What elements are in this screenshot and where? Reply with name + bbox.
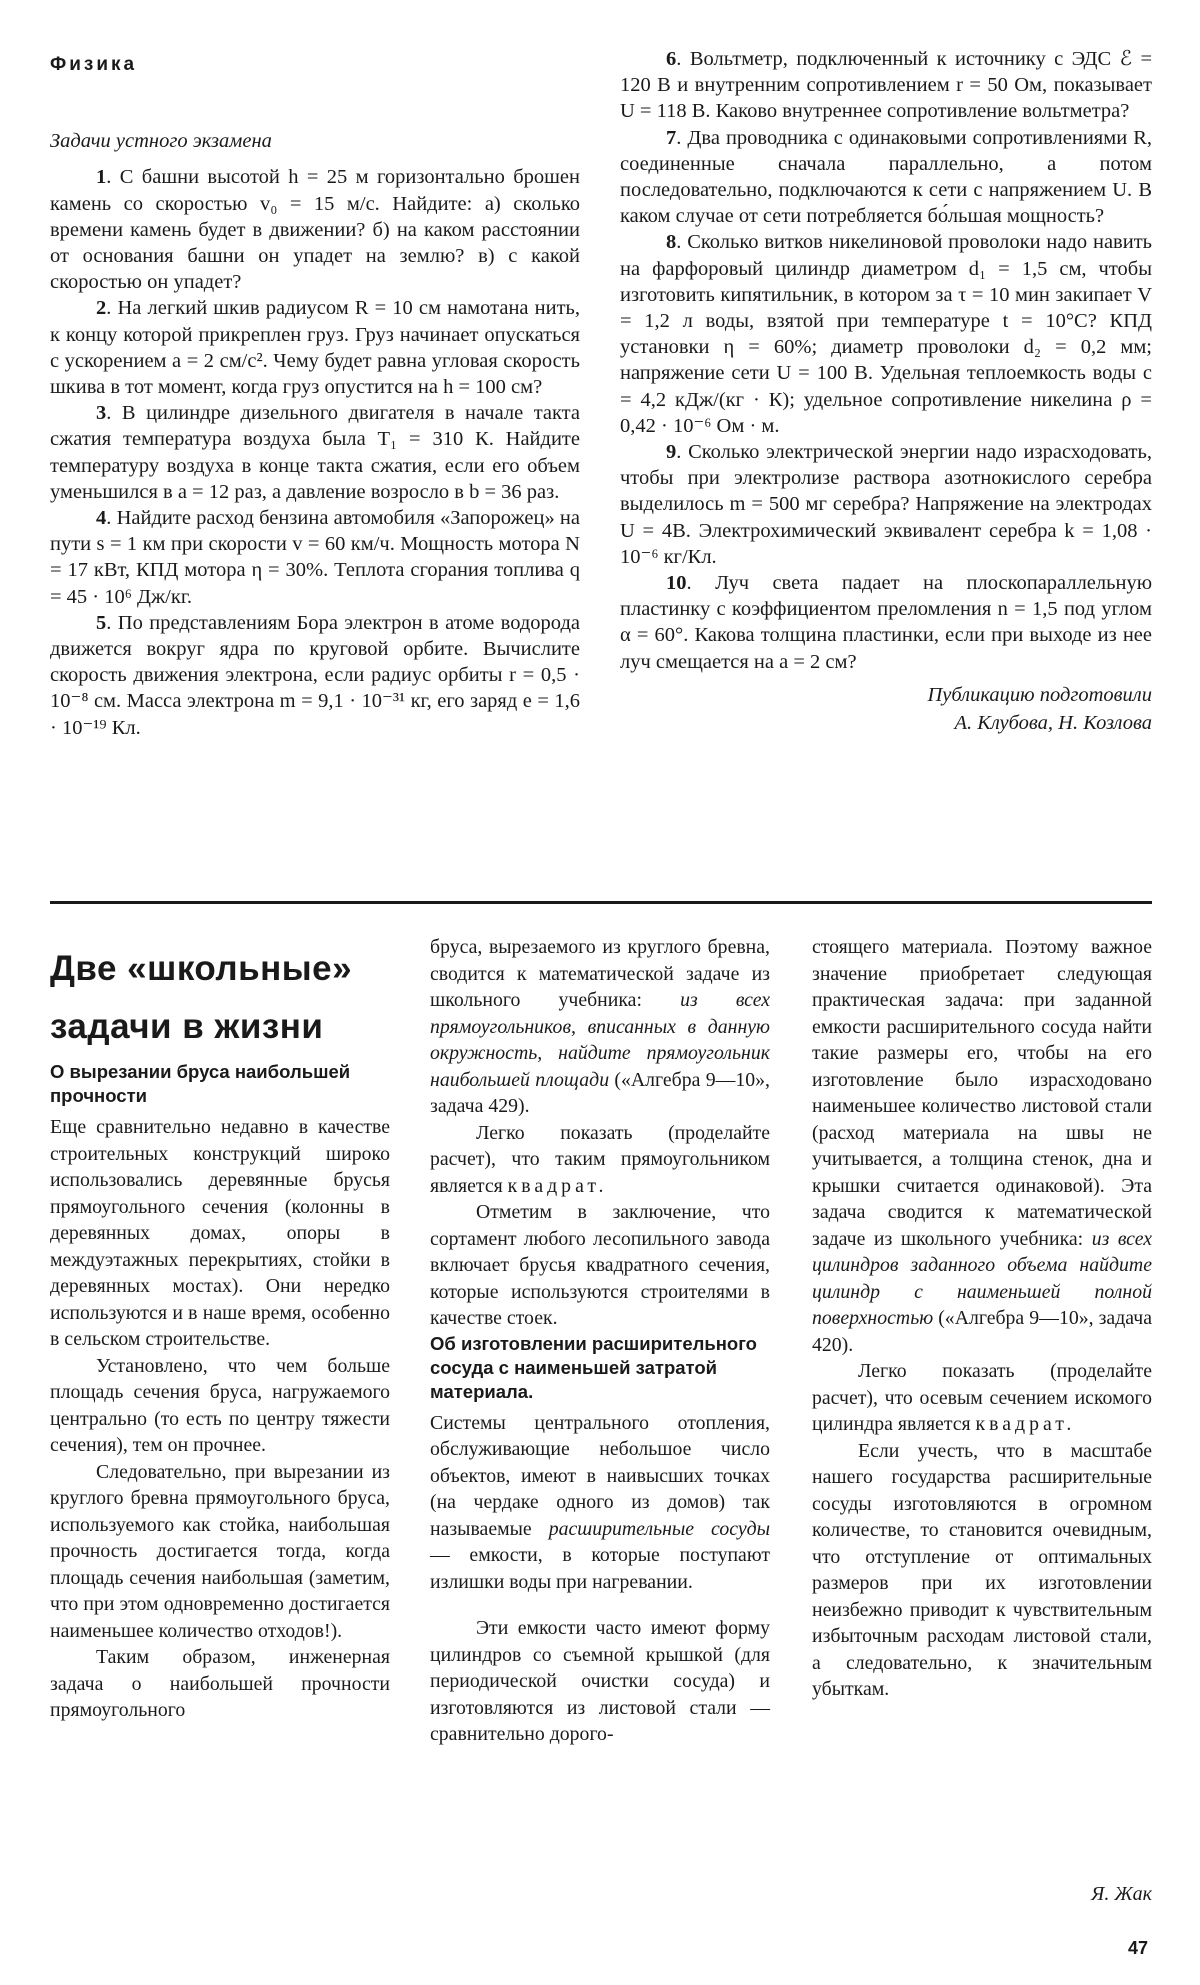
paragraph: Еще сравнительно недавно в качестве строительных конструкций широко использовались деревянные брусья прямоугольного сечения (колонны в деревянных домах, опоры в междуэтажных перекрытиях, стойки в деревянных мостах). Они нередко используются и в наше время, особенно в сельском строительстве.: [50, 1116, 390, 1350]
problem-9: 9. Сколько электрической энергии надо израсходовать, чтобы при электролизе раствора азотнокислого серебра выделилось m = 500 мг серебра? Напряжение на электродах U = 4В. Электрохимический эквивалент серебра k = 1,08 · 10⁻⁶ кг/Кл.: [620, 441, 1152, 568]
credit-line-2: А. Клубова, Н. Козлова: [954, 711, 1152, 734]
problem-8: 8. Сколько витков никелиновой проволоки надо навить на фарфоровый цилиндр диаметром d₁ = 1,5 см, чтобы изготовить кипятильник, в котором за τ = 10 мин закипает V = 1,2 л воды, взятой при температуре t = 10°С? КПД установки η = 60%; диаметр проволоки d₂ = 0,2 мм; напряжение сети U = 100 В. Удельная теплоемкость воды c = 4,2 кДж/(кг · К); удельное сопротивление никелина ρ = 0,42 · 10⁻⁶ Ом · м.: [620, 231, 1153, 437]
problem-2: 2. На легкий шкив радиусом R = 10 см намотана нить, к концу которой прикреплен груз. Груз начинает опускаться с ускорением a = 2 см/с². Чему будет равна угловая скорость шкива в тот момент, когда груз опустится на h = 100 см?: [50, 297, 581, 399]
emphasis-square: квадрат.: [507, 1174, 608, 1197]
author-signature: Я. Жак: [1091, 1883, 1152, 1905]
problem-5: 5. По представлениям Бора электрон в атоме водорода движется вокруг ядра по круговой орбите. Вычислите скорость движения электрона, если радиус орбиты r = 0,5 · 10⁻⁸ см. Масса электрона m = 9,1 · 10⁻³¹ кг, его заряд e = 1,6 · 10⁻¹⁹ Кл.: [50, 611, 580, 739]
problem-4: 4. Найдите расход бензина автомобиля «Запорожец» на пути s = 1 км при скорости v = 60 км/ч. Мощность мотора N = 17 кВт, КПД мотора η = 30%. Теплота сгорания топлива q = 45 · 10⁶ Дж/кг.: [50, 507, 580, 608]
paragraph: Если учесть, что в масштабе нашего государства расширительные сосуды изготовляются в огромном количестве, то становится очевидным, что отступление от оптимальных размеров при их изготовлении неизбежно приводит к чувствительным избыточным расходам листовой стали, а следовательно, к значительным убыткам.: [812, 1439, 1152, 1700]
italic-problem-statement: из всех цилиндров заданного объема найдите цилиндр с наименьшей полной поверхностью: [812, 1227, 1152, 1329]
italic-term: расширительные сосуды: [548, 1517, 770, 1540]
paragraph-gap: [430, 1595, 770, 1615]
page-number: 47: [1128, 1938, 1149, 1958]
paragraph: Эти емкости часто имеют форму цилиндров со съемной крышкой (для периодической очистки сосуда) и изготовляются из листовой стали — сравнительно дорого-: [430, 1617, 770, 1745]
emphasis-square: квадрат.: [975, 1413, 1076, 1435]
paragraph: Отметим в заключение, что сортамент любого лесопильного завода включает брусья квадратного сечения, которые используются строителями в качестве стоек.: [430, 1201, 770, 1329]
problems-column-left: [50, 46, 580, 741]
italic-problem-statement: из всех прямоугольников, вписанных в данную окружность, найдите прямоугольник наибольшей площади: [430, 989, 770, 1091]
section-label: Физика: [50, 54, 138, 75]
section-divider: [50, 901, 1152, 904]
paragraph: Следовательно, при вырезании из круглого бревна прямоугольного бруса, используемого как стойка, наибольшая прочность достигается тогда, когда площадь сечения наибольшая (заметим, что при этом одновременно достигается наименьшее количество отходов!).: [50, 1460, 390, 1642]
paragraph: Системы центрального отопления, обслуживающие небольшое число объектов, имеют в наивысших точках (на чердаке одного из домов) так называемые расширительные сосуды — емкости, в которые поступают излишки воды при нагревании.: [430, 1411, 770, 1593]
problem-list-right: [620, 46, 1152, 675]
exam-subtitle: Задачи устного экзамена: [50, 130, 272, 153]
paragraph: Установлено, что чем больше площадь сечения бруса, нагружаемого центрально (то есть по центру тяжести сечения), тем он прочнее.: [50, 1354, 390, 1456]
article-column-3: [812, 934, 1152, 1703]
paragraph: Легко показать (проделайте расчет), что осевым сечением искомого цилиндра является квадрат.: [812, 1360, 1152, 1435]
problem-10: 10. Луч света падает на плоскопараллельную пластинку с коэффициентом преломления n = 1,5 под углом α = 60°. Какова толщина пластинки, если при выходе из нее луч смещается на a = 2 см?: [620, 572, 1153, 673]
paragraph: Легко показать (проделайте расчет), что таким прямоугольником является квадрат.: [430, 1121, 770, 1197]
article-column-2: [430, 934, 770, 1748]
problem-1: 1. С башни высотой h = 25 м горизонтально брошен камень со скоростью v₀ = 15 м/с. Найдите: а) сколько времени камень будет в движении? б) на каком расстоянии от основания башни он упадет на землю? в) с какой скоростью он упадет?: [50, 166, 581, 294]
article-title: [50, 940, 390, 1056]
article-title-line-1: Две «школьные»: [50, 949, 353, 988]
paragraph: бруса, вырезаемого из круглого бревна, сводится к математической задаче из школьного учебника: из всех прямоугольников, вписанных в данную окружность, найдите прямоугольник наибольшей площади («Алгебра 9—10», задача 429).: [430, 936, 771, 1117]
paragraph: стоящего материала. Поэтому важное значение приобретает следующая практическая задача: при заданной емкости расширительного сосуда найти такие размеры его, чтобы на его изготовление было израсходовано наименьшее количество листовой стали (расход материала на швы не учитывается, а толщина стенок, дна и крышки считается одинаковой). Эта задача сводится к математической задаче из школьного учебника: из всех цилиндров заданного объема найдите цилиндр с наименьшей полной поверхностью («Алгебра 9—10», задача 420).: [812, 936, 1152, 1356]
subheading-beam: О вырезании бруса наибольшей прочности: [50, 1061, 351, 1106]
credit-line-1: Публикацию подготовили: [927, 683, 1152, 706]
problem-3: 3. В цилиндре дизельного двигателя в начале такта сжатия температура воздуха была T₁ = 310 К. Найдите температуру воздуха в конце такта сжатия, если его объем уменьшился в a = 12 раз, а давление возросло в b = 36 раз.: [50, 402, 580, 503]
problems-column-right: [620, 46, 1152, 737]
paragraph: Таким образом, инженерная задача о наибольшей прочности прямоугольного: [50, 1646, 390, 1721]
article-column-1: [50, 940, 390, 1724]
problem-6: 6. Вольтметр, подключенный к источнику с ЭДС ℰ = 120 В и внутренним сопротивлением r = 50 Ом, показывает U = 118 В. Каково внутреннее сопротивление вольтметра?: [620, 48, 1153, 123]
problem-7: 7. Два проводника с одинаковыми сопротивлениями R, соединенные сначала параллельно, а потом последовательно, подключаются к сети с напряжением U. В каком случае от сети потребляется бо́льшая мощность?: [620, 126, 1153, 228]
problem-list-left: [50, 164, 580, 740]
article-title-line-2: задачи в жизни: [50, 1007, 324, 1046]
publication-credit: [620, 681, 1152, 737]
subheading-vessel: Об изготовлении расширительного сосуда с наименьшей затратой материала.: [430, 1332, 757, 1402]
